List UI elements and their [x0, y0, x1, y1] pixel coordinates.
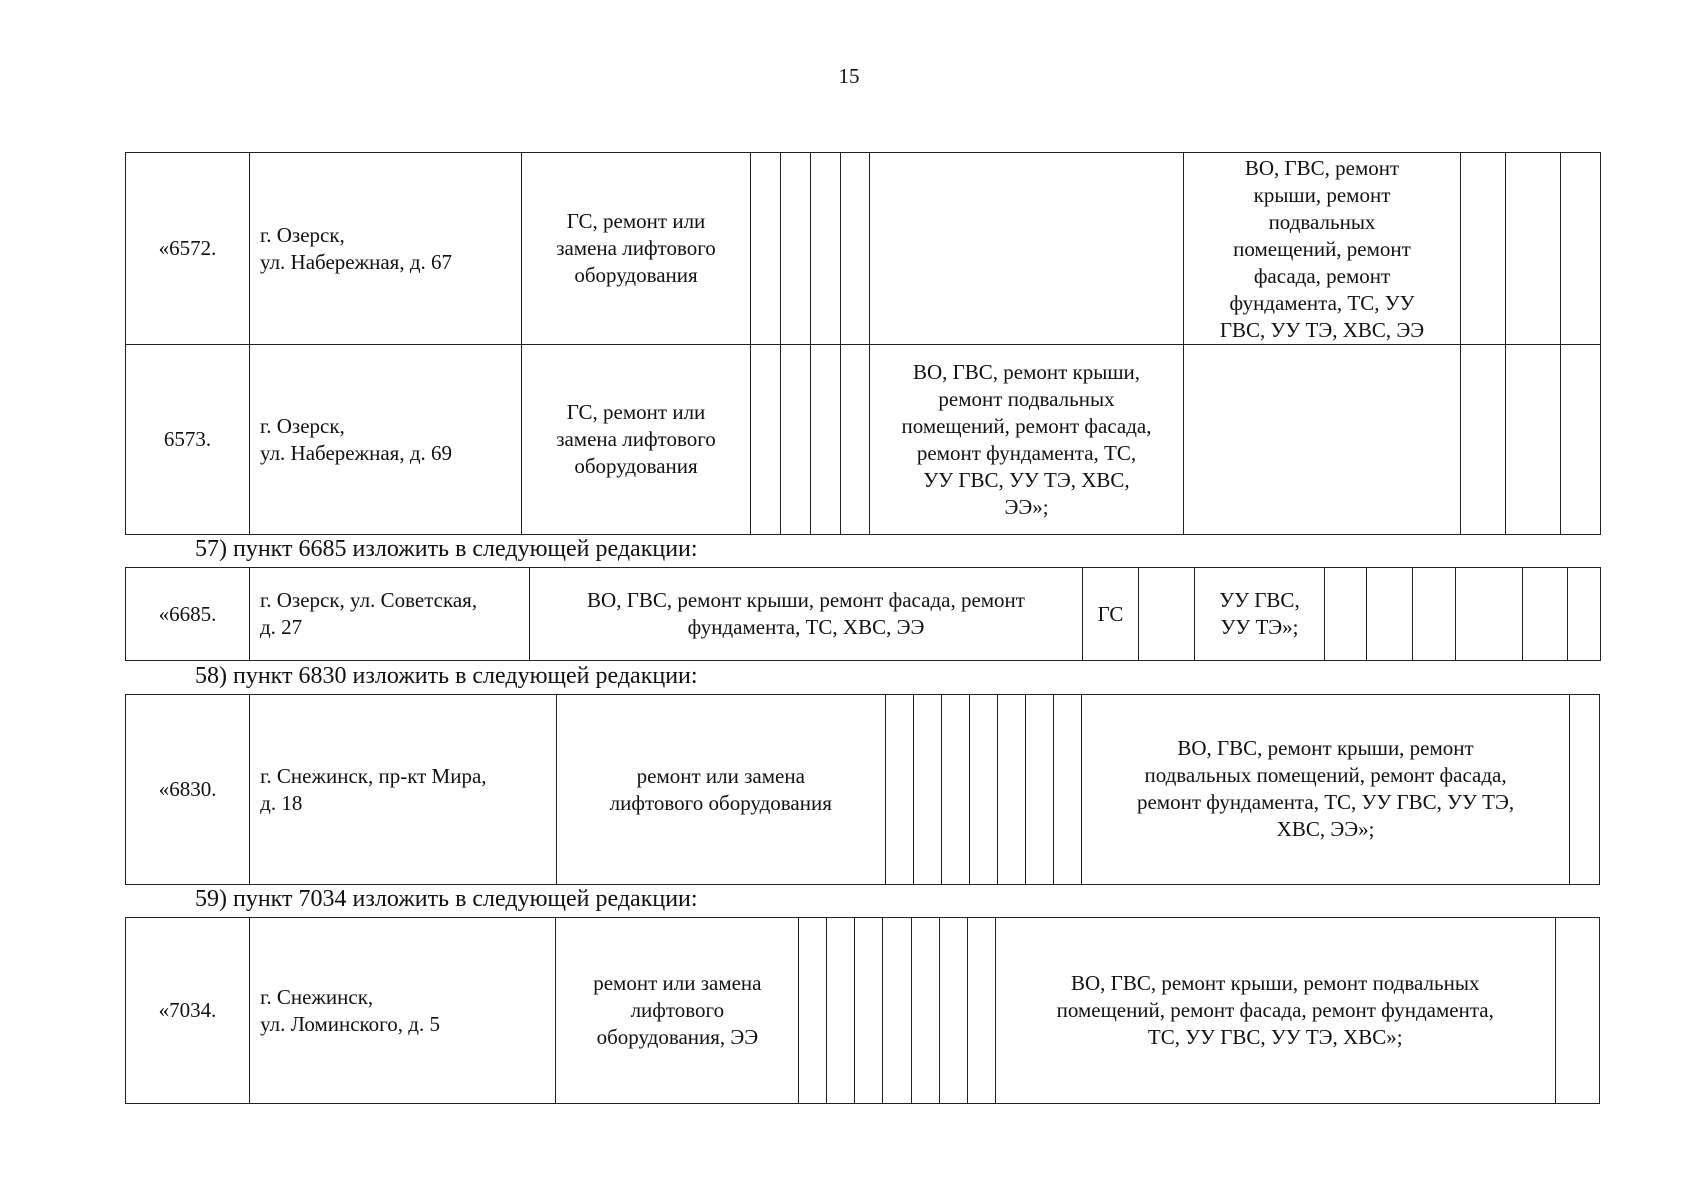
works-cell: ремонт или замена лифтового оборудования [556, 695, 885, 885]
table-6572-6573 [125, 152, 1601, 535]
empty-cell [1184, 345, 1461, 535]
table-6830 [125, 694, 1600, 885]
empty-cell [1506, 153, 1561, 345]
instruction-57: 57) пункт 6685 изложить в следующей редакции: [195, 536, 698, 562]
works-cell: ГС, ремонт или замена лифтового оборудования [522, 153, 751, 345]
table-row [126, 568, 1601, 661]
empty-cell [781, 345, 811, 535]
empty-cell [1413, 568, 1456, 661]
empty-cell [1461, 153, 1506, 345]
empty-cell [1555, 918, 1599, 1104]
works-cell: УУ ГВС, УУ ТЭ»; [1195, 568, 1325, 661]
row-number: «7034. [126, 918, 250, 1104]
empty-cell [1461, 345, 1506, 535]
empty-cell [911, 918, 939, 1104]
empty-cell [914, 695, 942, 885]
address-cell: г. Озерск, ул. Набережная, д. 67 [250, 153, 522, 345]
address-cell: г. Снежинск, пр-кт Мира, д. 18 [250, 695, 556, 885]
empty-cell [811, 345, 841, 535]
empty-cell [967, 918, 995, 1104]
instruction-59: 59) пункт 7034 изложить в следующей редакции: [195, 886, 698, 912]
works-cell: ВО, ГВС, ремонт крыши, ремонт фасада, ремонт фундамента, ТС, ХВС, ЭЭ [530, 568, 1083, 661]
table-6685 [125, 567, 1601, 661]
empty-cell [781, 153, 811, 345]
table-7034 [125, 917, 1600, 1104]
address-cell: г. Снежинск, ул. Ломинского, д. 5 [250, 918, 556, 1104]
empty-cell [841, 345, 870, 535]
instruction-58: 58) пункт 6830 изложить в следующей редакции: [195, 663, 698, 689]
empty-cell [841, 153, 870, 345]
works-cell: ВО, ГВС, ремонт крыши, ремонт подвальных помещений, ремонт фасада, ремонт фундамента, ТС, УУ ГВС, УУ ТЭ, ХВС, ЭЭ»; [870, 345, 1184, 535]
works-cell: ГС, ремонт или замена лифтового оборудования [522, 345, 751, 535]
empty-cell [883, 918, 911, 1104]
works-cell: ВО, ГВС, ремонт крыши, ремонт подвальных помещений, ремонт фасада, ремонт фундамента, ТС, УУ ГВС, УУ ТЭ, ХВС, ЭЭ»; [1082, 695, 1570, 885]
empty-cell [751, 153, 781, 345]
address-cell: г. Озерск, ул. Советская, д. 27 [250, 568, 530, 661]
empty-cell [827, 918, 855, 1104]
empty-cell [886, 695, 914, 885]
empty-cell [1523, 568, 1568, 661]
page-number: 15 [838, 64, 860, 88]
row-number: 6573. [126, 345, 250, 535]
works-cell: ремонт или замена лифтового оборудования, ЭЭ [556, 918, 799, 1104]
empty-cell [1569, 695, 1599, 885]
empty-cell [799, 918, 827, 1104]
table-row [126, 918, 1600, 1104]
empty-cell [939, 918, 967, 1104]
empty-cell [811, 153, 841, 345]
table-row [126, 345, 1601, 535]
works-cell: ВО, ГВС, ремонт крыши, ремонт подвальных помещений, ремонт фасада, ремонт фундамента, ТС, УУ ГВС, УУ ТЭ, ХВС»; [995, 918, 1555, 1104]
table-row [126, 153, 1601, 345]
empty-cell [855, 918, 883, 1104]
works-cell: ВО, ГВС, ремонт крыши, ремонт подвальных помещений, ремонт фасада, ремонт фундамента, ТС, УУ ГВС, УУ ТЭ, ХВС, ЭЭ [1184, 153, 1461, 345]
empty-cell [1561, 345, 1601, 535]
empty-cell [970, 695, 998, 885]
empty-cell [1561, 153, 1601, 345]
empty-cell [751, 345, 781, 535]
empty-cell [1568, 568, 1601, 661]
empty-cell [1325, 568, 1367, 661]
empty-cell [1506, 345, 1561, 535]
works-cell: ГС [1083, 568, 1139, 661]
empty-cell [870, 153, 1184, 345]
empty-cell [1367, 568, 1413, 661]
empty-cell [942, 695, 970, 885]
table-row [126, 695, 1600, 885]
row-number: «6572. [126, 153, 250, 345]
row-number: «6830. [126, 695, 250, 885]
empty-cell [1139, 568, 1195, 661]
empty-cell [1456, 568, 1523, 661]
empty-cell [1054, 695, 1082, 885]
empty-cell [998, 695, 1026, 885]
row-number: «6685. [126, 568, 250, 661]
empty-cell [1026, 695, 1054, 885]
address-cell: г. Озерск, ул. Набережная, д. 69 [250, 345, 522, 535]
